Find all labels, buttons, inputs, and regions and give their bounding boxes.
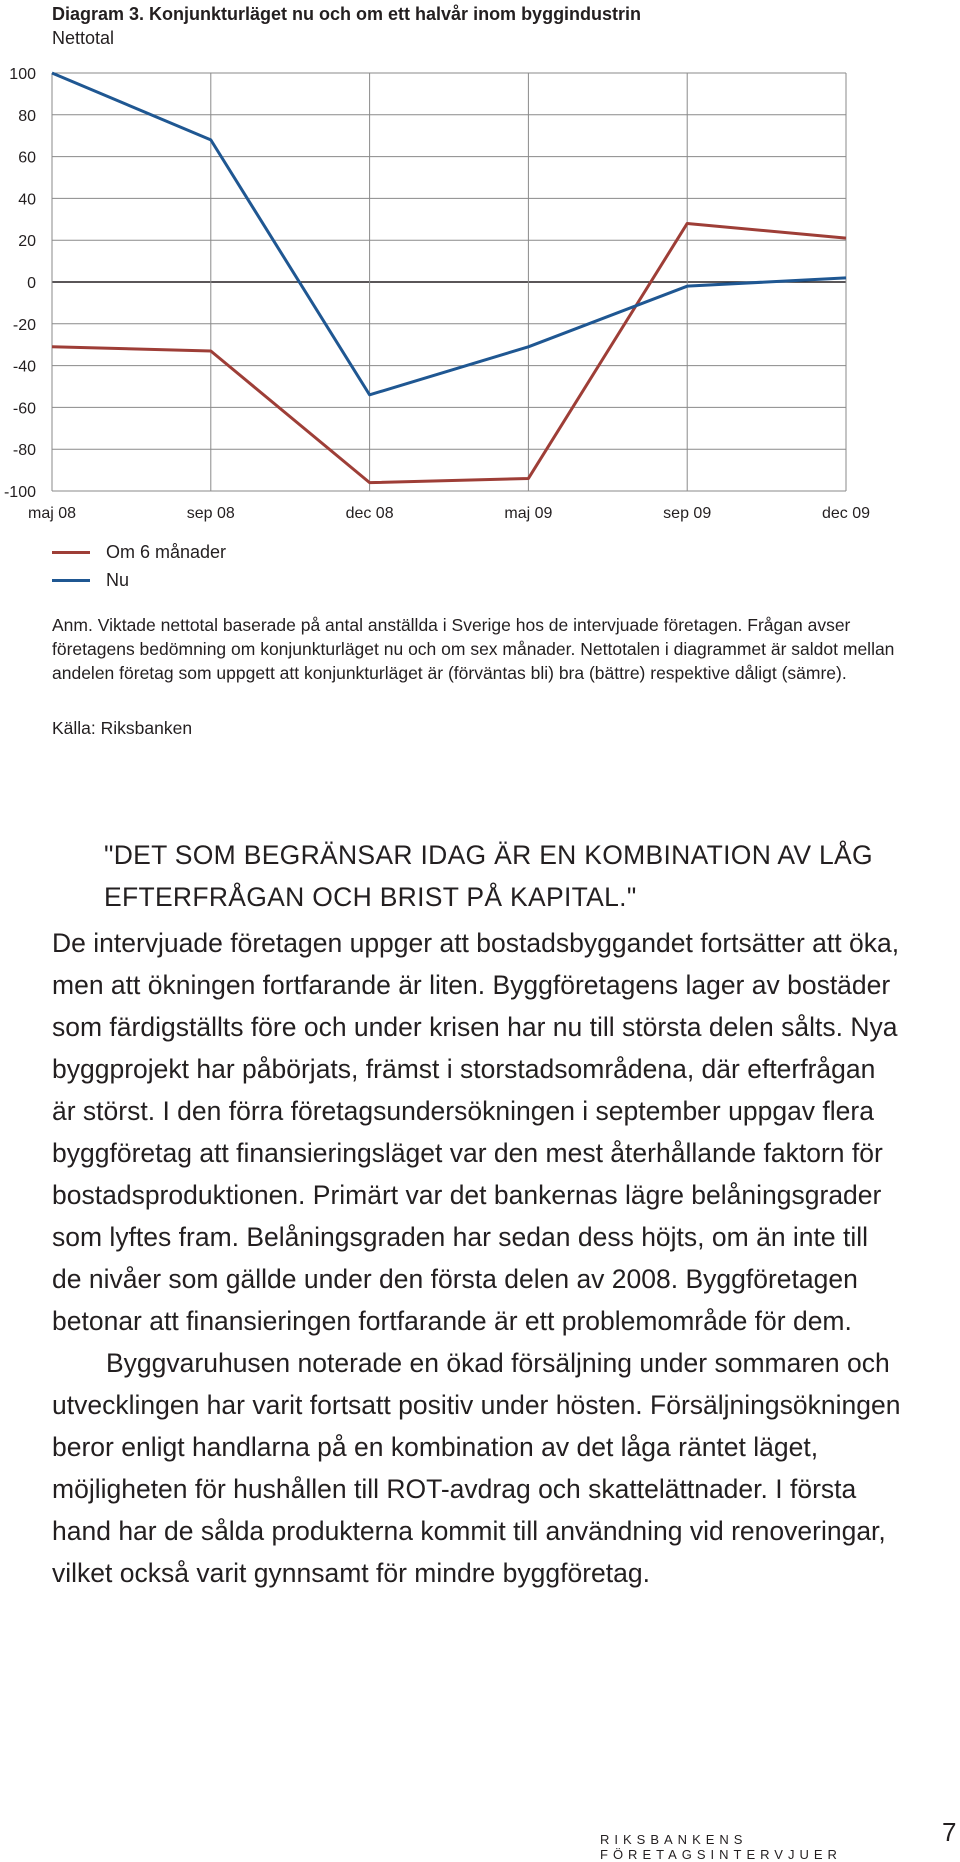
x-tick-label: dec 08 xyxy=(345,505,394,522)
series-line-om-6-manader xyxy=(52,223,846,482)
y-tick-label: 100 xyxy=(9,66,36,83)
x-tick-label: sep 09 xyxy=(663,505,712,522)
body-paragraph-1: De intervjuade företagen uppger att bostadsbyggandet fortsätter att öka, men att ökningen fortfarande är liten. Byggföretagens lager av bostäder som färdigställts före och under krisen har nu till största delen sålts. Nya byggprojekt har påbörjats, främst i storstadsområdena, där efterfrågan är störst. I den förra företagsundersökningen i september uppgav flera byggföretag att finansieringsläget var den mest återhållande faktorn för bostadsproduktionen. Primärt var det bankernas lägre belåningsgrader som lyftes fram. Belåningsgraden har sedan dess höjts, om än inte till de nivåer som gällde under den första delen av 2008. Byggföretagen betonar att finansieringen fortfarande är ett problemområde för dem. xyxy=(52,928,900,1336)
chart-note: Anm. Viktade nettotal baserade på antal anställda i Sverige hos de intervjuade företagen. Frågan avser företagens bedömning om konjunkturläget nu och om sex månader. Nettotalen i diagrammet är saldot mellan andelen företag som uppgett att konjunkturläget är (förväntas bli) bra (bättre) respektive dåligt (sämre). xyxy=(52,615,895,683)
series-line-nu xyxy=(52,73,846,395)
legend-swatch-om-6-manader xyxy=(52,551,90,554)
y-tick-label: -80 xyxy=(12,442,36,460)
chart-subtitle: Nettotal xyxy=(52,28,115,48)
chart-title: Diagram 3. Konjunkturläget nu och om ett halvår inom byggindustrin xyxy=(52,4,642,24)
x-tick-label: sep 08 xyxy=(186,505,235,522)
legend-item-om-6-manader xyxy=(52,538,226,566)
footer-label: RIKSBANKENS FÖRETAGSINTERVJUER xyxy=(600,1832,842,1862)
x-tick-label: dec 09 xyxy=(821,505,871,522)
line-chart xyxy=(0,0,960,540)
y-tick-label: 80 xyxy=(18,107,36,125)
x-tick-label: maj 08 xyxy=(27,505,77,522)
body-text xyxy=(52,922,902,1594)
y-tick-label: 60 xyxy=(18,149,36,167)
chart-legend xyxy=(52,538,226,594)
y-tick-label: -20 xyxy=(12,316,36,334)
y-tick-label: -60 xyxy=(12,400,36,418)
y-tick-label: 0 xyxy=(27,275,36,292)
y-tick-label: -100 xyxy=(3,484,36,501)
legend-label-om-6-manader: Om 6 månader xyxy=(106,541,227,562)
x-tick-label: maj 09 xyxy=(504,505,553,522)
chart-source: Källa: Riksbanken xyxy=(52,718,193,738)
chart-axis-labels xyxy=(4,66,870,522)
legend-label-nu: Nu xyxy=(106,569,130,590)
page-number: 7 xyxy=(942,1817,957,1847)
body-paragraph-2: Byggvaruhusen noterade en ökad försäljning under sommaren och utvecklingen har varit fortsatt positiv under hösten. Försäljningsökningen beror enligt handlarna på en kombination av det låga räntet läget, möjligheten för hushållen till ROT-avdrag och skattelättnader. I första hand har de sålda produkterna kommit till användning vid renoveringar, vilket också varit gynnsamt för mindre byggföretag. xyxy=(52,1348,901,1588)
legend-item-nu xyxy=(52,566,226,594)
pull-quote: "DET SOM BEGRÄNSAR IDAG ÄR EN KOMBINATION AV LÅG EFTERFRÅGAN OCH BRIST PÅ KAPITAL." xyxy=(104,840,873,912)
y-tick-label: -40 xyxy=(12,358,36,376)
y-tick-label: 20 xyxy=(18,233,36,251)
chart-grid xyxy=(52,73,846,491)
chart-series xyxy=(52,73,846,483)
y-tick-label: 40 xyxy=(18,191,36,209)
legend-swatch-nu xyxy=(52,579,90,582)
